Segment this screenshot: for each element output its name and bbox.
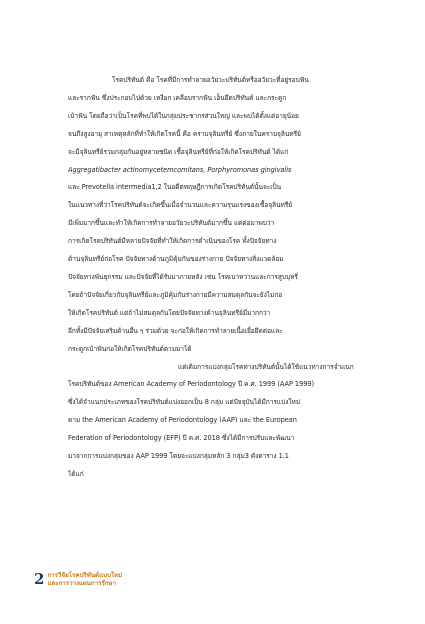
text-line: ในแนวทางที่ว่าโรคปริทันต์จะเกิดขึ้นเมื่อจำนวนและความรุนแรงของเชื้อจุลินทรีย์ — [68, 201, 293, 210]
text-line: จนถึงสูงอายุ สาเหตุหลักที่ทำให้เกิดโรคนี้ คือ คราบจุลินทรีย์ ซึ่งภายในคราบจุลินทรีย์ — [68, 129, 301, 138]
text-line: มีเพิ่มมากขึ้นและทำให้เกิดการทำลายอวัยวะปริทันต์มากขึ้น แต่ต่อมาพบว่า — [68, 219, 275, 228]
paragraph-1 — [68, 72, 370, 359]
text-line: การเกิดโรคปริทันต์มีหลายปัจจัยที่ทำให้เกิดการดำเนินของโรค ทั้งปัจจัยทาง — [68, 237, 277, 246]
text-line: ด้านจุลินทรีย์ก่อโรค ปัจจัยทางด้านภูมิคุ้มกันของร่างกาย ปัจจัยทางสิ่งแวดล้อม — [68, 255, 284, 264]
text-line: ซึ่งได้จำแนกประเภทของโรคปริทันต์แบ่งออกเป็น 8 กลุ่ม แต่ปัจจุบันได้มีการแบ่งใหม่ — [68, 398, 301, 407]
text-line: มาจากการแบ่งกลุ่มของ AAP 1999 โดยจะแบ่งกลุ่มหลัก 3 กลุ่ม3 ดังตาราง 1.1 — [68, 452, 289, 461]
text-line: ตาม the American Academy of Periodontology (AAP) และ the European — [68, 416, 297, 425]
text-line: โรคปริทันต์ คือ โรคที่มีการทำลายอวัยวะปริทันต์หรืออวัยวะที่อยู่รอบฟัน — [112, 76, 309, 84]
text-line: เบ้าฟัน โดยถือว่าเป็นโรคที่พบได้ในกลุ่มประชากรส่วนใหญ่ และพบได้ตั้งแต่อายุน้อย — [68, 111, 299, 120]
footer-title-line-2: และการวางแผนการรักษา — [47, 580, 117, 587]
footer-title-line-1: การวิจัยโรคปริทันต์แบบใหม่ — [47, 572, 123, 579]
page-number: 2 — [34, 570, 45, 588]
body-text — [68, 72, 370, 484]
text-line: โรคปริทันต์ของ American Academy of Periodontology ปี ค.ศ. 1999 (AAP 1999) — [68, 380, 315, 389]
page-footer — [34, 572, 122, 588]
paragraph-2 — [68, 359, 370, 484]
text-line: กระดูกเบ้าฟันก่อให้เกิดโรคปริทันต์ตามมาได้ — [68, 344, 192, 353]
text-line: ให้เกิดโรคปริทันต์ แต่ถ้าไม่สมดุลกันโดยปัจจัยทางด้านจุลินทรีย์มีมากกว่า — [68, 308, 271, 317]
text-line: อีกทั้งมีปัจจัยเสริมด้านอื่น ๆ ร่วมด้วย จะก่อให้เกิดการทำลายเนื้อเยื่อยึดต่อและ — [68, 326, 283, 335]
text-line: ปัจจัยทางพันธุกรรม และปัจจัยที่ได้รับมาภายหลัง เช่น โรคเบาหวานและการสูบบุหรี่ — [68, 272, 298, 281]
text-line: และรากฟัน ซึ่งประกอบไปด้วย เหงือก เคลือบรากฟัน เอ็นยึดปริทันต์ และกระดูก — [68, 93, 287, 102]
text-line: แต่เดิมการแบ่งกลุ่มโรคทางปริทันต์นั้นได้ใช้แนวทางการจำแนก — [178, 362, 354, 371]
text-line: และ Prevotella intermedia1,2 ในอดีตทฤษฎีการเกิดโรคปริทันต์นั้นจะเป็น — [68, 183, 282, 192]
text-line-species: Aggregatibacter actinomycetemcomitans, Porphyromonas gingivalis — [68, 165, 292, 174]
text-line: ได้แก่ — [68, 469, 84, 478]
text-line: จะมีจุลินทรีย์รวมกลุ่มกันอยู่หลายชนิด เชื้อจุลินทรีย์ที่ก่อให้เกิดโรคปริทันต์ ได้แก่ — [68, 147, 289, 156]
text-line: Federation of Periodontology (EFP) ปี ค.ศ. 2018 ซึ่งได้มีการปรับและพัฒนา — [68, 434, 295, 443]
text-line: โดยถ้าปัจจัยเกี่ยวกับจุลินทรีย์และภูมิคุ้มกันร่างกายมีความสมดุลกันจะยังไม่ก่อ — [68, 290, 283, 299]
footer-title — [47, 572, 122, 588]
